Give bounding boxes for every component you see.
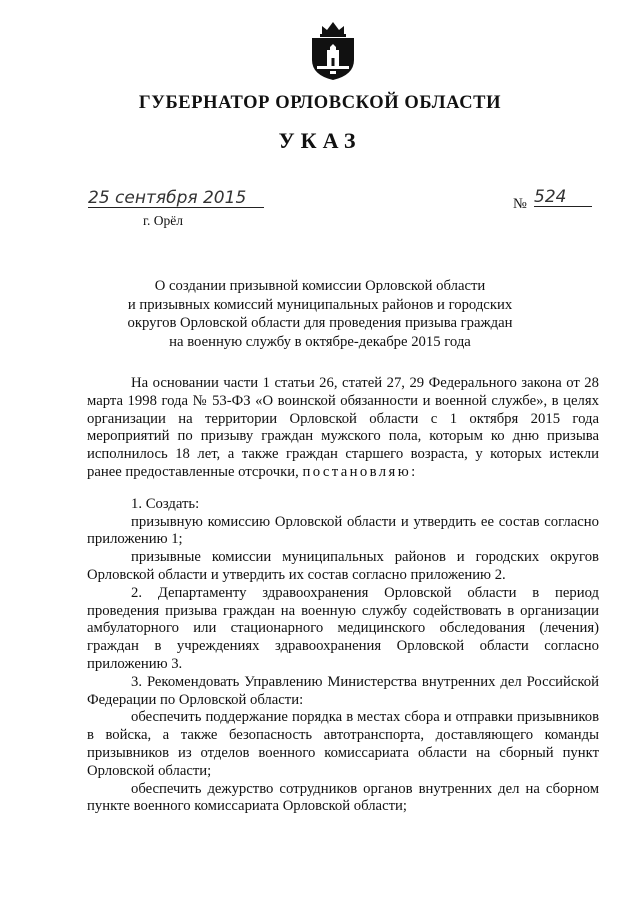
number-label: № [513,196,527,212]
subject-line: и призывных комиссий муниципальных районов и городских [127,296,513,313]
clause-1-heading: 1. Создать: [131,495,200,512]
subject-line: О создании призывной комиссии Орловской области [154,278,486,294]
document-type: УКАЗ [278,128,362,153]
decree-word: постановляю [302,463,412,480]
handwritten-number: 524 [534,188,592,207]
clause-3a: обеспечить поддержание порядка в местах сбора и отправки призывников в войска, а также безопасность автотранспорта, доставляющего команды призывников из отделов военного комиссариата области на сборный пункт Орловской области; [87,709,599,779]
handwritten-date: 25 сентября 2015 [88,189,264,208]
clause-1b: призывные комиссии муниципальных районов и городских округов Орловской области и утвердить их состав согласно приложению 2. [87,549,599,583]
city-label: г. Орёл [143,213,183,228]
decree-colon: : [411,463,416,480]
subject-line: на военную службу в октябре-декабре 2015 года [169,333,471,350]
decree-body [87,375,599,816]
clause-3b: обеспечить дежурство сотрудников органов внутренних дел на сборном пункте военного комиссариата Орловской области; [87,780,599,815]
subject-line: округов Орловской области для проведения призыва граждан [127,315,513,331]
coat-of-arms-icon [308,20,358,82]
preamble-paragraph [87,375,599,482]
governor-title: ГУБЕРНАТОР ОРЛОВСКОЙ ОБЛАСТИ [138,93,502,113]
clause-3-heading: 3. Рекомендовать Управлению Министерства внутренних дел Российской Федерации по Орловской области: [87,673,599,708]
decree-subject [100,277,540,351]
preamble-text: На основании части 1 статьи 26, статей 27, 29 Федерального закона от 28 марта 1998 года № 53-ФЗ «О воинской обязанности и военной службе», в целях организации на территории Орловской области с 1 октября 2015 года мероприятий по призыву граждан мужского пола, которым ко дню призыва исполнилось 18 лет, а также граждан старшего возраста, у которых истекли ранее предоставленные отсрочки, [87,375,599,480]
clause-2: 2. Департаменту здравоохранения Орловской области в период проведения призыва граждан на военную службу содействовать в организации амбулаторного или стационарного медицинского обследования (лечения) граждан в учреждениях здравоохранения Орловской области согласно приложению 3. [87,584,599,672]
clause-1a: призывную комиссию Орловской области и утвердить ее состав согласно приложению 1; [87,513,599,548]
